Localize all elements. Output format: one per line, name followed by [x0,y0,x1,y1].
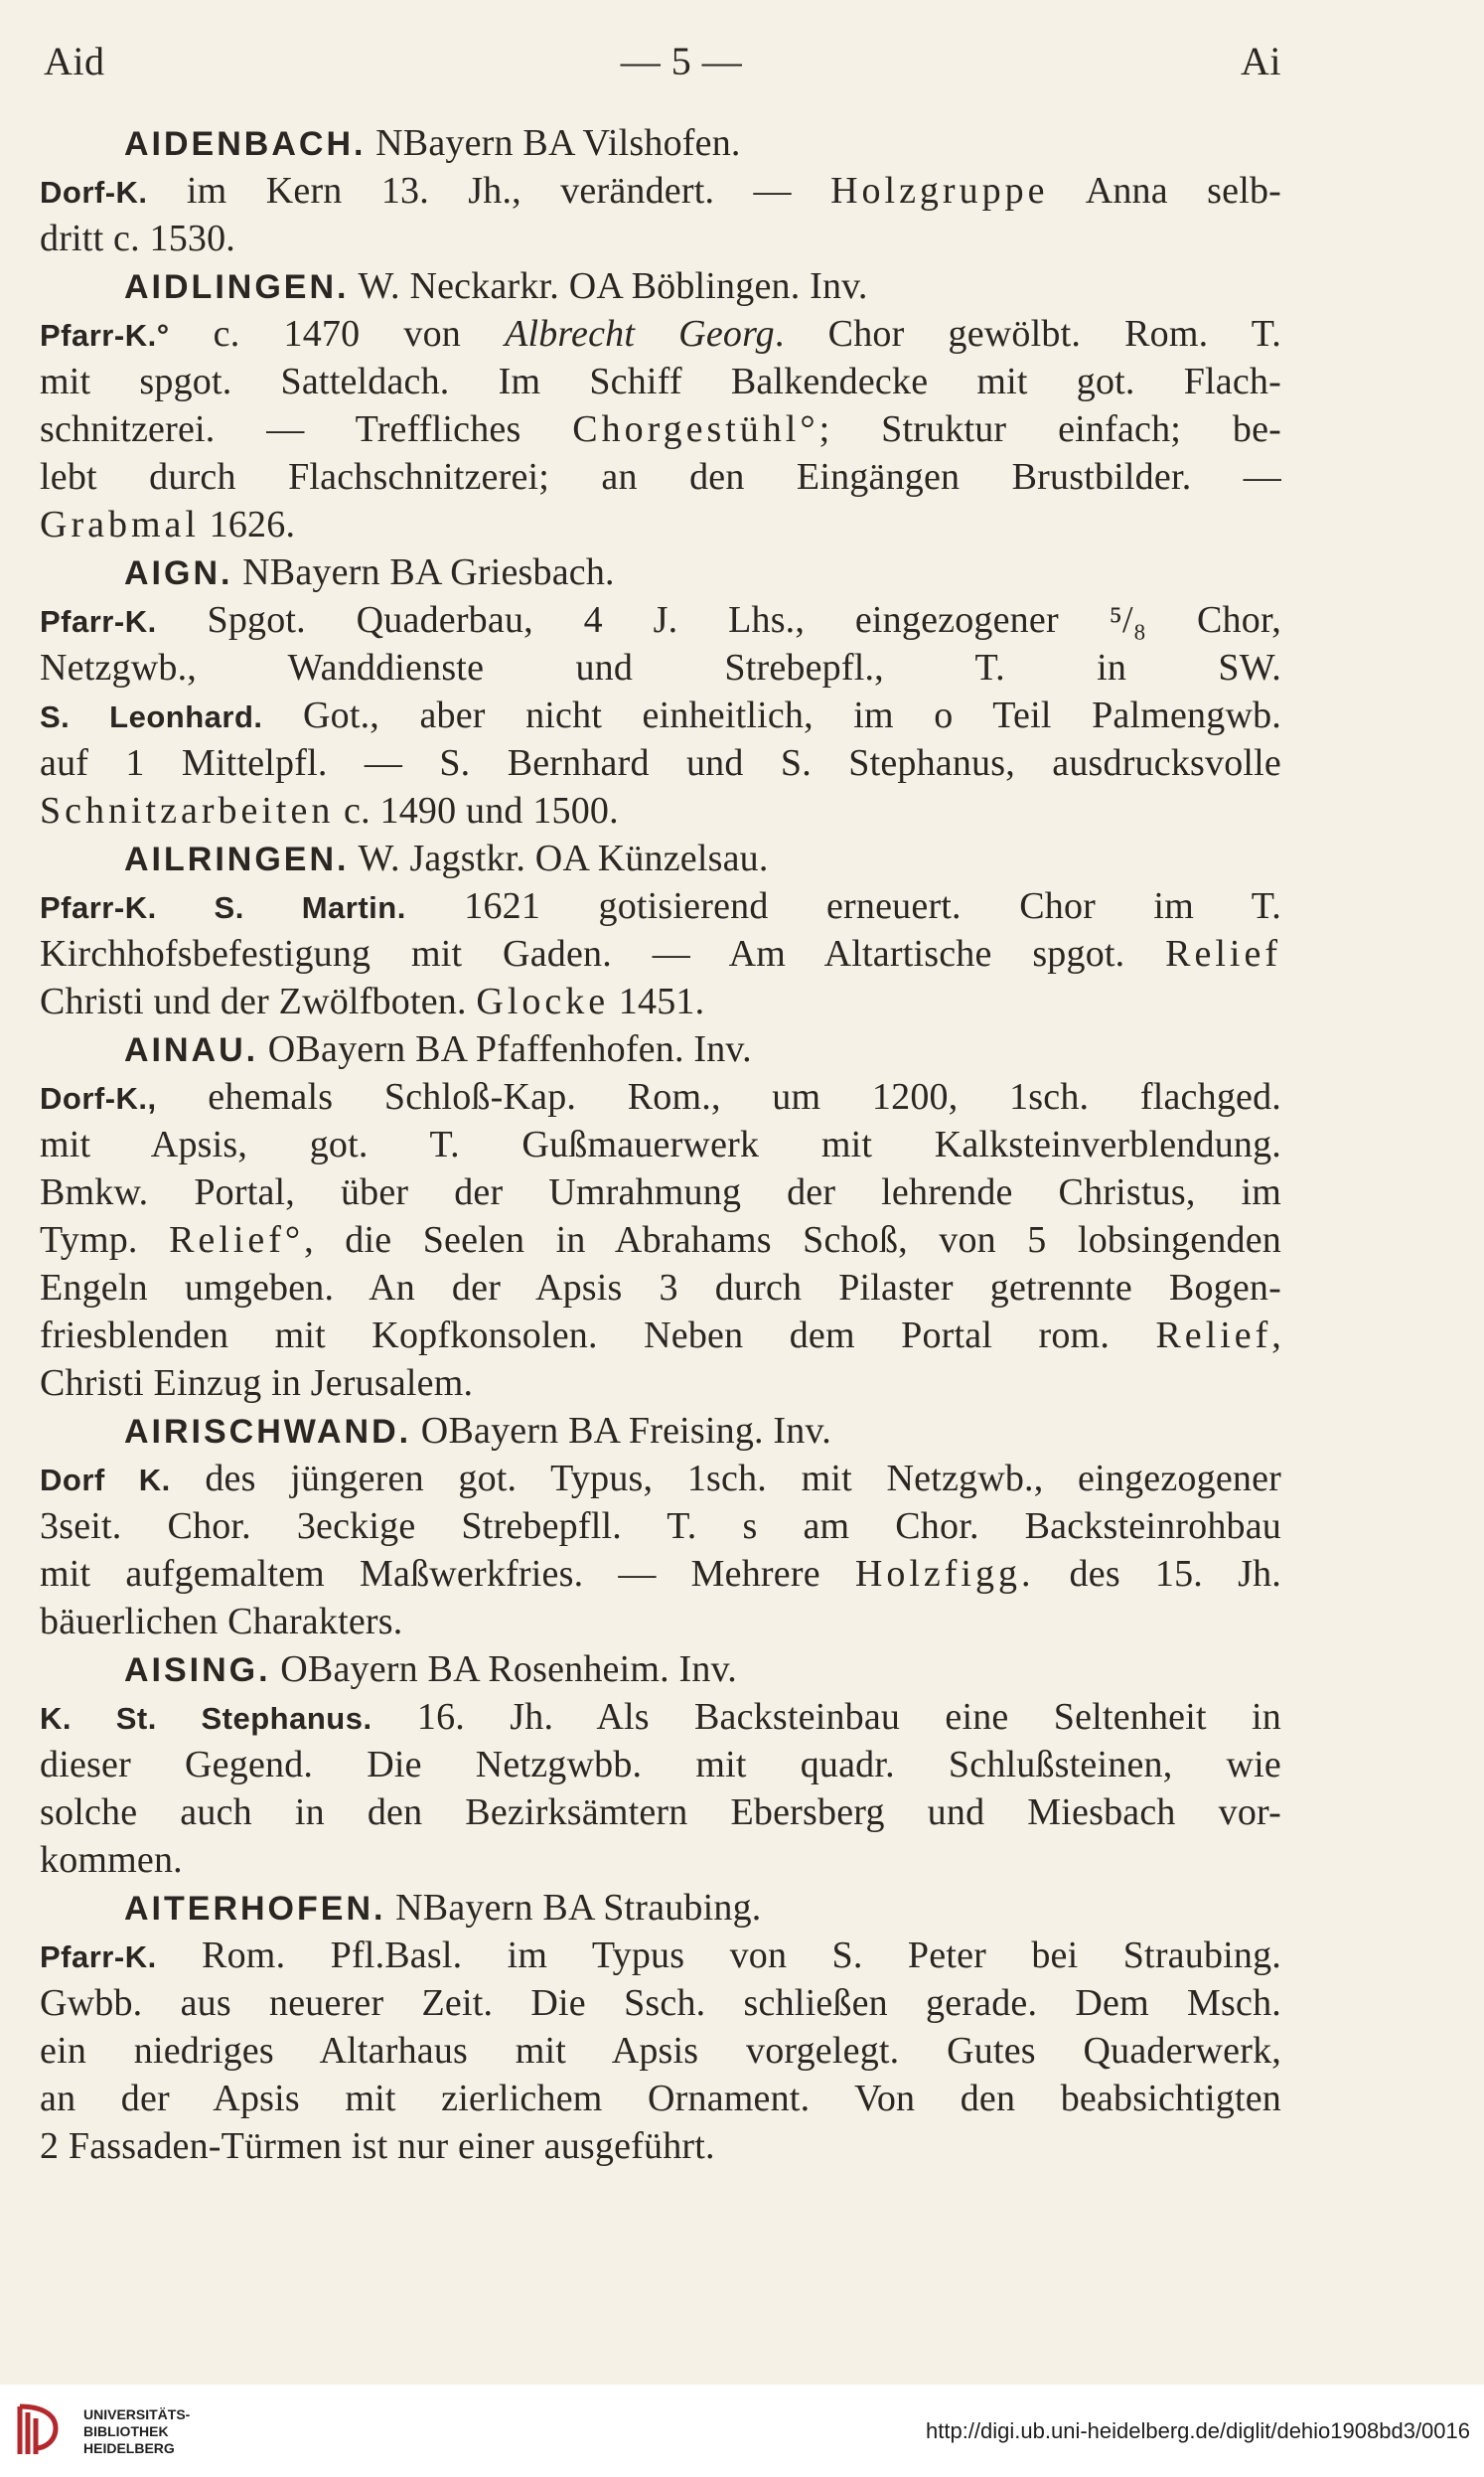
body-text: Got., aber nicht einheitlich, im o Teil Palmengwb. [262,695,1281,736]
entry-text-line [40,596,1281,644]
body-text: Gwbb. aus neuerer Zeit. Die Ssch. schließen gerade. Dem Msch. [40,1982,1281,2024]
body-text: Rom. Pfl.Basl. im Typus von S. Peter bei Straubing. [156,1935,1281,1976]
building-label: Pfarr-K. S. Martin. [40,890,406,925]
body-text: dieser Gegend. Die Netzgwbb. mit quadr. Schlußsteinen, wie [40,1744,1281,1785]
body-text: 16. Jh. Als Backsteinbau eine Seltenheit in [371,1696,1281,1738]
entry-text-line [40,1312,1281,1359]
spaced-emphasis: Glocke [476,981,610,1022]
body-text: lebt durch Flachschnitzerei; an den Eingängen Brustbilder. — [40,456,1281,498]
region-text: OBayern BA Freising. Inv. [411,1410,831,1452]
body-text: Anna selb- [1048,170,1282,212]
entry-text-line [40,692,1281,739]
building-label: Pfarr-K. [40,604,157,639]
region-text: OBayern BA Pfaffenhofen. Inv. [258,1028,752,1070]
region-text: OBayern BA Rosenheim. Inv. [270,1648,738,1690]
body-text: ein niedriges Altarhaus mit Apsis vorgelegt. Gutes Quaderwerk, [40,2030,1281,2072]
entry-text-line [40,1550,1281,1598]
entry-heading [40,1645,1281,1693]
entry-heading [40,1025,1281,1073]
entry-text-line [40,644,1281,692]
body-text: , die Seelen in Abrahams Schoß, von 5 lobsingenden [304,1219,1281,1261]
body-text: Engeln umgeben. An der Apsis 3 durch Pilaster getrennte Bogen- [40,1267,1281,1309]
place-name: AIDENBACH. [124,125,367,163]
body-text: des jüngeren got. Typus, 1sch. mit Netzgwb., eingezogener [170,1458,1282,1499]
footer-bar [0,2385,1484,2477]
entry-text-line [40,1121,1281,1168]
entry-text-line [40,978,1281,1025]
body-text: 3seit. Chor. 3eckige Strebepfll. T. s am Chor. Backsteinrohbau [40,1505,1281,1547]
body-text: kommen. [40,1839,183,1881]
body-text: im Kern 13. Jh., verändert. — [147,170,831,212]
entry-text-line [40,215,1281,262]
entry-text-line [40,930,1281,978]
source-url-link[interactable]: http://digi.ub.uni-heidelberg.de/diglit/dehio1908bd3/0016 [926,2418,1470,2443]
running-header [44,38,1281,85]
entry-text-line [40,1264,1281,1312]
building-label: Dorf-K., [40,1081,157,1116]
region-text: W. Neckarkr. OA Böblingen. Inv. [349,265,868,307]
region-text: NBayern BA Vilshofen. [366,122,741,164]
entry-text-line [40,1598,1281,1645]
entry-heading [40,1407,1281,1455]
entry-heading [40,548,1281,596]
body-text: mit Apsis, got. T. Gußmauerwerk mit Kalksteinverblendung. [40,1124,1281,1165]
entry-heading [40,262,1281,310]
body-text: des 15. Jh. [1034,1553,1282,1595]
entry-heading [40,835,1281,882]
body-text: . Chor gewölbt. Rom. T. [774,313,1282,355]
body-text: solche auch in den Bezirksämtern Ebersberg und Miesbach vor- [40,1791,1281,1833]
entry-text-line [40,1788,1281,1836]
body-text: c. 1470 von [169,313,506,355]
entry-text-line [40,310,1281,358]
body-text: mit spgot. Satteldach. Im Schiff Balkendecke mit got. Flach- [40,361,1281,402]
spaced-emphasis: Schnitzarbeiten [40,790,335,832]
artist-name: Albrecht Georg [505,313,775,355]
spaced-emphasis: Grabmal [40,504,200,545]
library-name-line: HEIDELBERG [83,2440,175,2456]
building-label: Dorf-K. [40,175,148,210]
header-left-catchword: Aid [44,39,105,83]
spaced-emphasis: Holzgruppe [830,170,1049,212]
entry-text-line [40,453,1281,501]
entry-text-line [40,1073,1281,1121]
place-name: AIRISCHWAND. [124,1413,412,1451]
spaced-emphasis: Chorgestühl° [572,408,819,450]
place-name: AILRINGEN. [124,841,350,878]
body-text: Christi Einzug in Jerusalem. [40,1362,474,1404]
entry-text-line [40,1836,1281,1884]
body-text: bäuerlichen Charakters. [40,1601,403,1642]
body-text: 1626. [199,504,296,545]
entry-text-line [40,1502,1281,1550]
entry-text-line [40,882,1281,930]
spaced-emphasis: Relief [1165,933,1281,975]
entry-text-line [40,2027,1281,2075]
region-text: NBayern BA Straubing. [385,1887,762,1929]
entry-text-line [40,1455,1281,1502]
gazetteer-entries [40,119,1281,2170]
header-right-catchword: Ai [1241,39,1281,83]
entry-text-line [40,1216,1281,1264]
body-text: auf 1 Mittelpfl. — S. Bernhard und S. Stephanus, ausdrucksvolle [40,742,1281,784]
body-text: Netzgwb., Wanddienste und Strebepfl., T. in SW. [40,647,1281,689]
place-name: AITERHOFEN. [124,1890,386,1928]
spaced-emphasis: Holzfigg. [854,1553,1035,1595]
entry-text-line [40,1741,1281,1788]
entry-text-line [40,739,1281,787]
library-name [83,2406,190,2457]
body-text: 1451. [609,981,705,1022]
entry-heading [40,1884,1281,1932]
place-name: AISING. [124,1651,271,1689]
page-number: — 5 — [620,39,743,83]
place-name: AINAU. [124,1031,259,1069]
place-name: AIGN. [124,554,233,592]
region-text: W. Jagstkr. OA Künzelsau. [349,838,769,879]
building-label: Pfarr-K.° [40,318,170,353]
body-text: 2 Fassaden-Türmen ist nur einer ausgeführt. [40,2125,715,2167]
entry-text-line [40,787,1281,835]
entry-text-line [40,358,1281,405]
spaced-emphasis: Relief° [169,1219,305,1261]
body-text: dritt c. 1530. [40,218,235,259]
spaced-emphasis: Relief [1155,1315,1272,1356]
body-text: schnitzerei. — Treffliches [40,408,573,450]
body-text: Tymp. [40,1219,170,1261]
building-label: Pfarr-K. [40,1939,157,1974]
place-name: AIDLINGEN. [124,268,350,306]
body-text: Kirchhofsbefestigung mit Gaden. — Am Altartische spgot. [40,933,1166,975]
building-label: K. St. Stephanus. [40,1701,372,1736]
body-text: Christi und der Zwölfboten. [40,981,477,1022]
entry-text-line [40,167,1281,215]
ub-heidelberg-logo-icon[interactable] [14,2400,62,2460]
body-text: Bmkw. Portal, über der Umrahmung der lehrende Christus, im [40,1171,1281,1213]
entry-text-line [40,1693,1281,1741]
body-text: mit aufgemaltem Maßwerkfries. — Mehrere [40,1553,855,1595]
entry-text-line [40,1932,1281,1979]
body-text: ehemals Schloß-Kap. Rom., um 1200, 1sch. flachged. [156,1076,1281,1118]
entry-text-line [40,1359,1281,1407]
entry-text-line [40,501,1281,548]
body-text: friesblenden mit Kopfkonsolen. Neben dem Portal rom. [40,1315,1156,1356]
entry-text-line [40,1168,1281,1216]
library-name-line: BIBLIOTHEK [83,2423,169,2439]
building-label: Dorf K. [40,1463,171,1497]
entry-text-line [40,2075,1281,2122]
body-text: ; Struktur einfach; be- [818,408,1281,450]
body-text: an der Apsis mit zierlichem Ornament. Von den beabsichtigten [40,2078,1281,2119]
body-text: Spgot. Quaderbau, 4 J. Lhs., eingezogener ⁵/₈ Chor, [156,599,1281,641]
region-text: NBayern BA Griesbach. [232,551,615,593]
entry-text-line [40,1979,1281,2027]
body-text: , [1271,1315,1281,1356]
body-text: c. 1490 und 1500. [334,790,619,832]
entry-text-line [40,405,1281,453]
body-text: 1621 gotisierend erneuert. Chor im T. [405,885,1281,927]
building-label: S. Leonhard. [40,699,263,734]
entry-heading [40,119,1281,167]
library-name-line: UNIVERSITÄTS- [83,2406,191,2422]
entry-text-line [40,2122,1281,2170]
